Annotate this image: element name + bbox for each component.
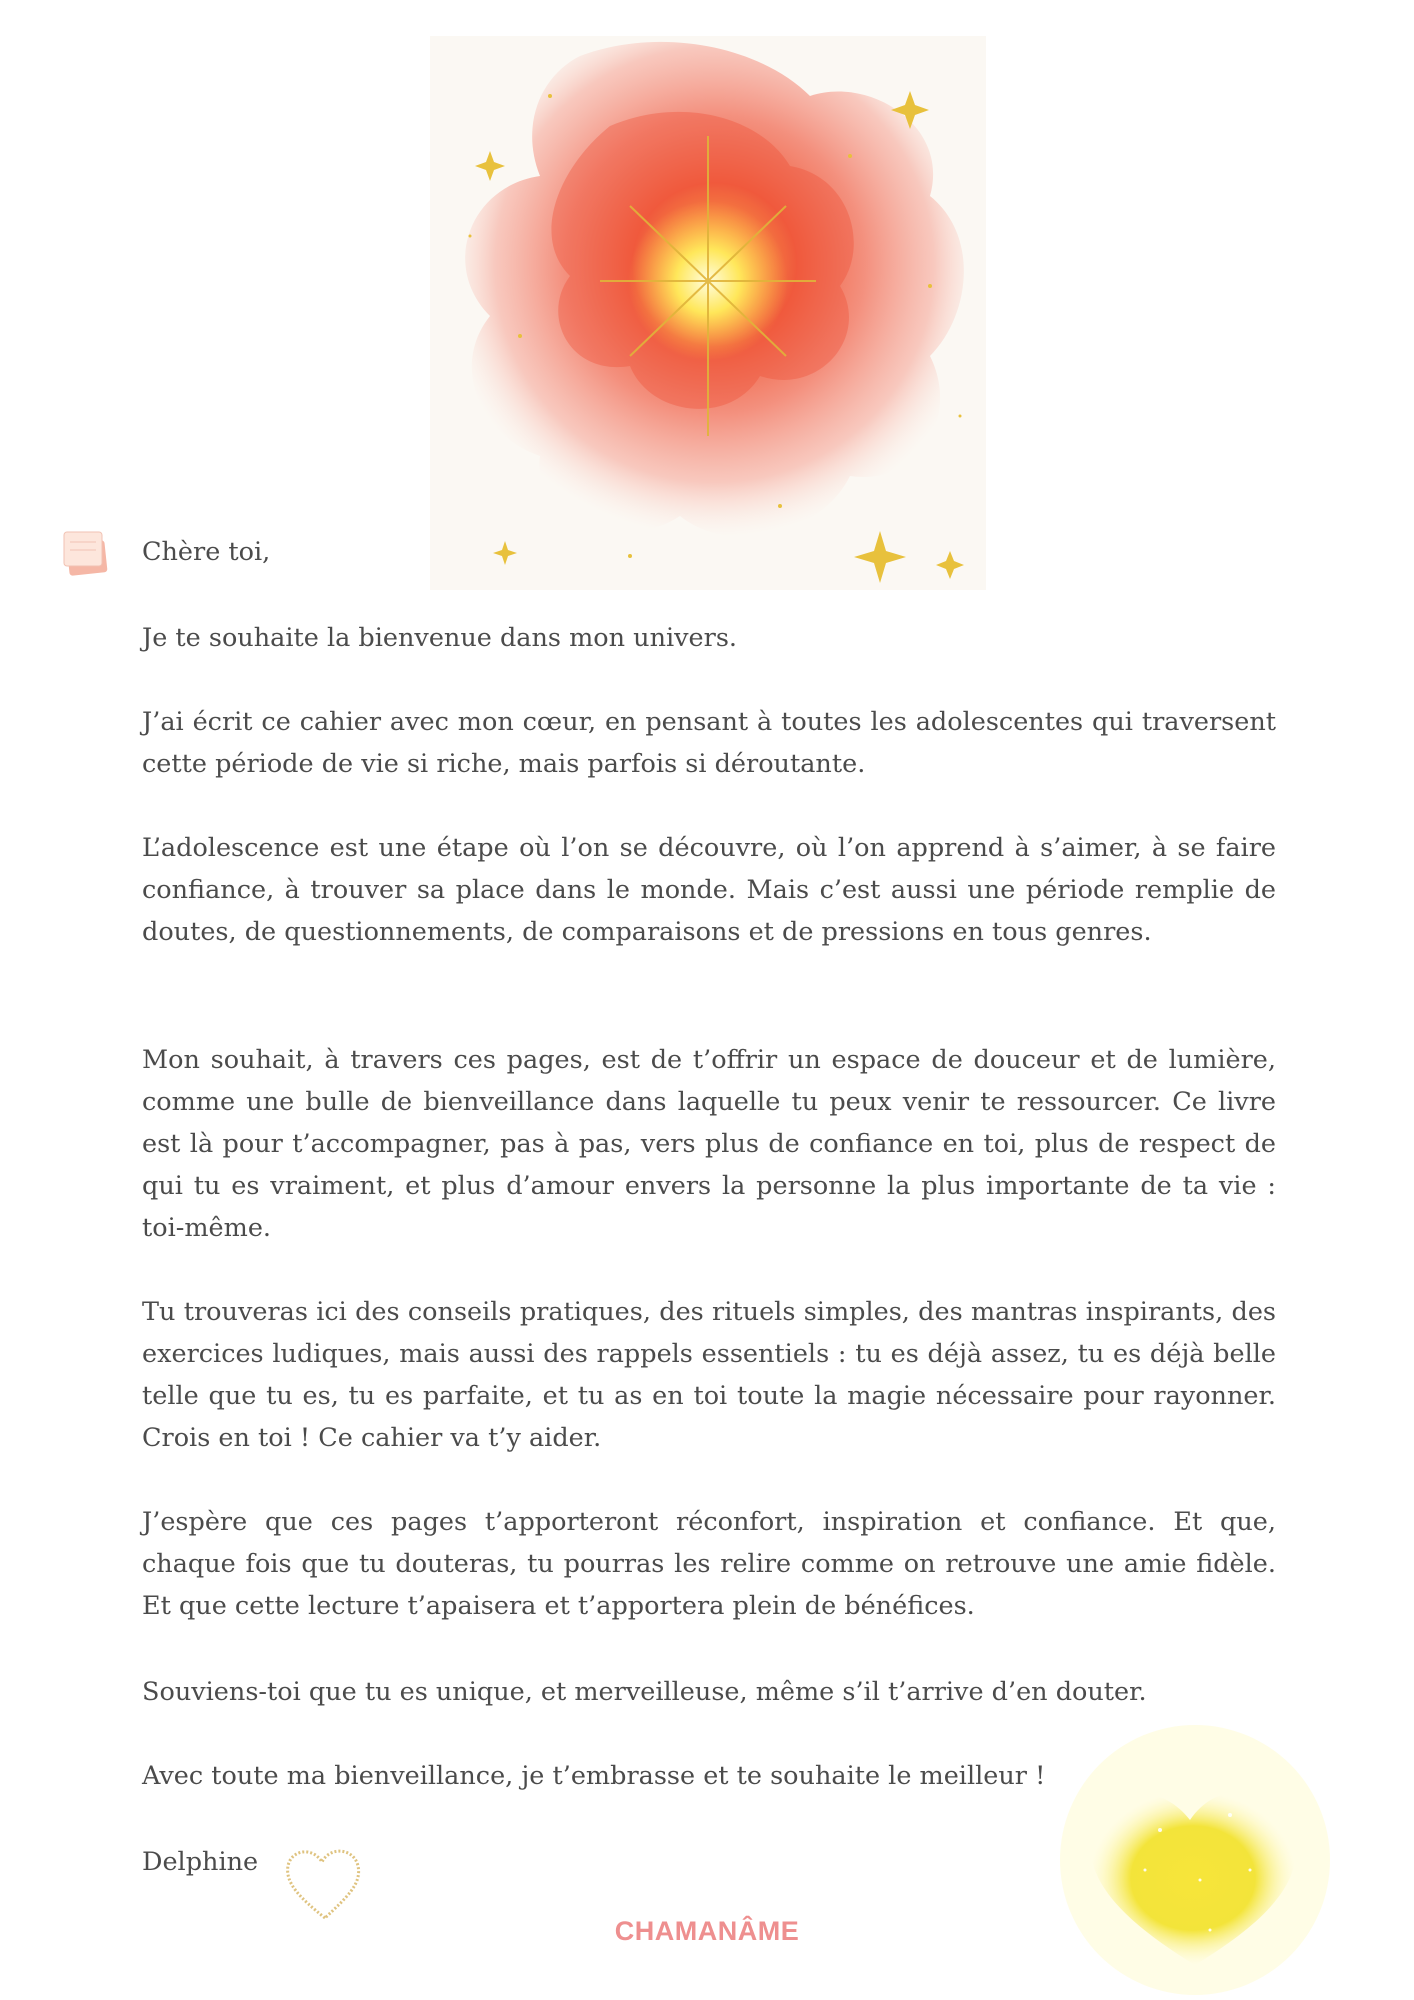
glowing-heart-icon (1050, 1720, 1340, 2000)
paragraph: Je te souhaite la bienvenue dans mon univers. (142, 623, 738, 653)
outline-heart-icon (280, 1838, 370, 1928)
watercolor-star-artwork (430, 36, 986, 590)
paragraph: J’ai écrit ce cahier avec mon cœur, en pensant à toutes les adolescentes qui traversent cette période de vie si riche, mais parfois si déroutante. (142, 707, 1276, 779)
paper-note-icon (60, 528, 112, 578)
paragraph: L’adolescence est une étape où l’on se découvre, où l’on apprend à s’aimer, à se faire confiance, à trouver sa place dans le monde. Mais c’est aussi une période remplie de doutes, de questionnements, de comparaisons et de pressions en tous genres. (142, 833, 1276, 947)
paragraph: J’espère que ces pages t’apporteront réconfort, inspiration et confiance. Et que, chaque fois que tu douteras, tu pourras les relire comme on retrouve une amie fidèle. Et que cette lecture t’apaisera et t’apportera plein de bénéfices. (142, 1507, 1276, 1621)
paragraph: Mon souhait, à travers ces pages, est de t’offrir un espace de douceur et de lumière, comme une bulle de bienveillance dans laquelle tu peux venir te ressourcer. Ce livre est là pour t’accompagner, pas à pas, vers plus de confiance en toi, plus de respect de qui tu es vraiment, et plus d’amour envers la personne la plus importante de ta vie : toi-même. (142, 1045, 1276, 1243)
paragraph: Tu trouveras ici des conseils pratiques, des rituels simples, des mantras inspirants, des exercices ludiques, mais aussi des rappels essentiels : tu es déjà assez, tu es déjà belle telle que tu es, tu es parfaite, et tu as en toi toute la magie nécessaire pour rayonner. Crois en toi ! Ce cahier va t’y aider. (142, 1297, 1276, 1453)
brand-logo: CHAMANÂME (614, 1916, 800, 1946)
signature: Delphine (142, 1847, 259, 1877)
closing-line: Avec toute ma bienveillance, je t’embrasse et te souhaite le meilleur ! (142, 1761, 1046, 1791)
salutation: Chère toi, (142, 537, 271, 567)
paragraph: Souviens-toi que tu es unique, et merveilleuse, même s’il t’arrive d’en douter. (142, 1677, 1147, 1707)
